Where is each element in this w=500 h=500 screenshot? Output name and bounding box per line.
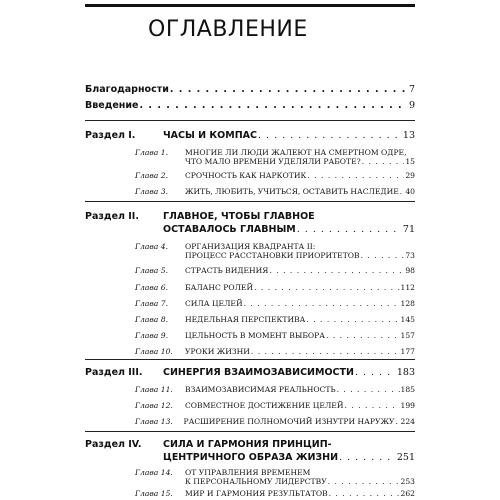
toc-chapter-13[interactable] [135,416,415,428]
chapter-title-cont: ЧТО МАЛО ВРЕМЕНИ УДЕЛЯЛИ РАБОТЕ? [185,157,361,166]
chapter-title: СРОЧНОСТЬ КАК НАРКОТИК [185,171,307,180]
toc-chapter-6[interactable] [135,282,415,294]
dot-leader [254,282,399,294]
chapter-number: Глава 7. [135,299,168,308]
chapter-number: Глава 12. [135,401,173,410]
part-title: ГЛАВНОЕ, ЧТОБЫ ГЛАВНОЕ [163,211,315,222]
chapter-page: 29 [405,171,415,180]
chapter-page: 157 [400,331,415,340]
part-title-cont: ОСТАВАЛОСЬ ГЛАВНЫМ [163,224,296,235]
dot-leader [361,250,405,262]
chapter-number: Глава 2. [135,171,168,180]
chapter-title: МИР И ГАРМОНИЯ РЕЗУЛЬТАТОВ [185,489,328,498]
chapter-page: 98 [405,266,415,275]
chapter-title: ОРГАНИЗАЦИЯ КВАДРАНТА II: [185,242,316,251]
toc-chapter-9[interactable] [135,330,415,342]
dot-leader [307,170,404,182]
chapter-title-cont: К ПЕРСОНАЛЬНОМУ ЛИДЕРСТВУ [185,477,327,486]
part-title: ЧАСЫ И КОМПАС [163,130,257,141]
toc-part-4-line-2[interactable] [163,452,415,464]
dot-leader [258,130,402,142]
section-divider [85,431,415,432]
dot-leader [328,476,400,488]
toc-entry-introduction[interactable] [85,100,415,112]
part-number: Раздел IV. [85,439,142,450]
dot-leader [337,384,400,396]
entry-page: 9 [408,100,415,111]
section-divider [85,201,415,202]
chapter-page: 40 [405,187,415,196]
chapter-number: Глава 3. [135,187,168,196]
toc-part-3[interactable] [85,367,415,379]
part-title: СИНЕРГИЯ ВЗАИМОЗАВИСИМОСТИ [163,367,354,378]
dot-leader [362,156,405,168]
dot-leader [326,330,399,342]
chapter-page: 128 [400,299,415,308]
toc-chapter-8[interactable] [135,314,415,326]
chapter-page: 73 [405,251,415,260]
top-rule [85,4,415,7]
chapter-page: 199 [400,401,415,410]
toc-chapter-10[interactable] [135,346,415,358]
section-divider [85,359,415,360]
dot-leader [306,314,399,326]
dot-leader [251,346,400,358]
chapter-page: 253 [400,477,415,486]
chapter-title: МНОГИЕ ЛИ ЛЮДИ ЖАЛЕЮТ НА СМЕРТНОМ ОДРЕ, [185,148,407,157]
part-number: Раздел III. [85,367,143,378]
chapter-page: 262 [400,489,415,498]
chapter-page: 177 [400,347,415,356]
dot-leader [297,224,402,236]
entry-page: 7 [408,84,415,95]
chapter-page: 112 [400,283,415,292]
chapter-title: СИЛА ЦЕЛЕЙ [185,299,243,308]
toc-chapter-12[interactable] [135,400,415,412]
page-title: ОГЛАВЛЕНИЕ [148,17,308,42]
chapter-number: Глава 1. [135,148,168,157]
dot-leader [329,488,400,500]
dot-leader [139,100,407,112]
toc-chapter-1-line-2[interactable] [185,156,415,168]
chapter-title: РАСШИРЕНИЕ ПОЛНОМОЧИЙ ИЗНУТРИ НАРУЖУ [183,417,395,426]
toc-part-2-line-1[interactable] [85,211,415,223]
toc-part-4-line-1[interactable] [85,439,415,451]
chapter-title: ЦЕЛЬНОСТЬ В МОМЕНТ ВЫБОРА [185,331,326,340]
chapter-title-cont: ПРОЦЕСС РАССТАНОВКИ ПРИОРИТЕТОВ [185,251,360,260]
chapter-number: Глава 6. [135,283,168,292]
dot-leader [400,186,405,198]
toc-chapter-11[interactable] [135,384,415,396]
section-divider [85,120,415,121]
chapter-page: 15 [405,157,415,166]
chapter-number: Глава 9. [135,331,168,340]
toc-chapter-4-line-2[interactable] [185,250,415,262]
chapter-title: ЖИТЬ, ЛЮБИТЬ, УЧИТЬСЯ, ОСТАВИТЬ НАСЛЕДИЕ [185,187,399,196]
toc-chapter-3[interactable] [135,186,415,198]
chapter-title: ОТ УПРАВЛЕНИЯ ВРЕМЕНЕМ [185,468,311,477]
chapter-title: СТРАСТЬ ВИДЕНИЯ [185,266,269,275]
part-page: 13 [402,130,415,141]
toc-part-1[interactable] [85,130,415,142]
chapter-number: Глава 14. [135,468,173,477]
toc-chapter-14-line-2[interactable] [185,476,415,488]
dot-leader [396,416,400,428]
toc-chapter-5[interactable] [135,265,415,277]
part-page: 183 [396,367,415,378]
chapter-page: 224 [400,417,415,426]
part-number: Раздел II. [85,211,139,222]
chapter-title: БАЛАНС РОЛЕЙ [185,283,254,292]
dot-leader [269,265,404,277]
chapter-number: Глава 10. [135,347,173,356]
chapter-number: Глава 11. [135,385,173,394]
toc-chapter-15[interactable] [135,488,415,500]
toc-chapter-2[interactable] [135,170,415,182]
part-page: 71 [402,224,415,235]
chapter-title: ВЗАИМОЗАВИСИМАЯ РЕАЛЬНОСТЬ [185,385,336,394]
toc-entry-acknowledgements[interactable] [85,84,415,96]
part-title-cont: ЦЕНТРИЧНОГО ОБРАЗА ЖИЗНИ [163,452,339,463]
entry-label: Введение [85,100,139,111]
dot-leader [344,400,399,412]
dot-leader [244,298,400,310]
chapter-title: НЕДЕЛЬНАЯ ПЕРСПЕКТИВА [185,315,306,324]
chapter-title: УРОКИ ЖИЗНИ [185,347,250,356]
chapter-page: 145 [400,315,415,324]
part-number: Раздел I. [85,130,136,141]
dot-leader [339,452,396,464]
chapter-number: Глава 4. [135,242,168,251]
chapter-number: Глава 13. [135,417,173,426]
part-page: 251 [396,452,415,463]
entry-label: Благодарности [85,84,169,95]
toc-part-2-line-2[interactable] [163,224,415,236]
chapter-number: Глава 8. [135,315,168,324]
chapter-page: 185 [400,385,415,394]
chapter-title: СОВМЕСТНОЕ ДОСТИЖЕНИЕ ЦЕЛЕЙ [185,401,344,410]
chapter-number: Глава 15. [135,489,173,498]
chapter-number: Глава 5. [135,266,168,275]
dot-leader [170,84,408,96]
dot-leader [355,367,396,379]
part-title: СИЛА И ГАРМОНИЯ ПРИНЦИП- [163,439,332,450]
toc-chapter-7[interactable] [135,298,415,310]
